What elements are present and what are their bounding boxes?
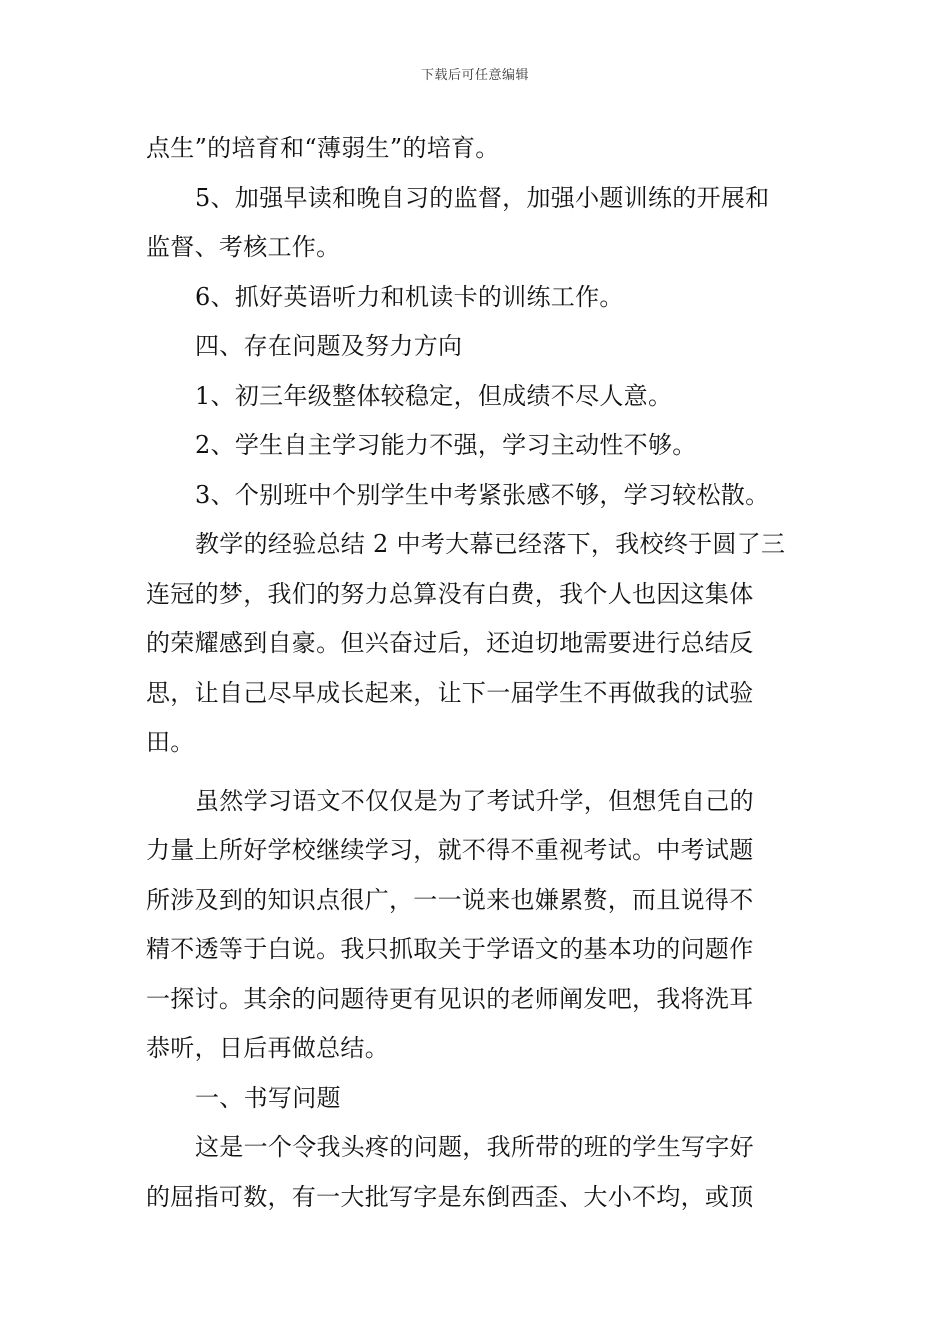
paragraph-line: 连冠的梦，我们的努力总算没有白费，我个人也因这集体 — [146, 579, 754, 608]
paragraph-line: 这是一个令我头疼的问题，我所带的班的学生写字好 — [195, 1133, 754, 1161]
section-heading: 四、存在问题及努力方向 — [195, 332, 463, 360]
paragraph-line: 的荣耀感到自豪。但兴奋过后，还迫切地需要进行总结反 — [146, 629, 754, 657]
paragraph-line: 的屈指可数，有一大批写字是东倒西歪、大小不均，或顶 — [146, 1182, 754, 1211]
paragraph-line: 点生”的培育和“薄弱生”的培育。 — [146, 134, 500, 162]
paragraph-line: 思，让自己尽早成长起来，让下一届学生不再做我的试验 — [146, 678, 754, 707]
paragraph-line: 5、加强早读和晚自习的监督，加强小题训练的开展和 — [195, 183, 770, 212]
paragraph-line: 监督、考核工作。 — [146, 233, 341, 261]
paragraph-line: 田。 — [146, 728, 195, 756]
paragraph-line: 1、初三年级整体较稳定，但成绩不尽人意。 — [195, 381, 673, 410]
paragraph-line: 一探讨。其余的问题待更有见识的老师阐发吧，我将洗耳 — [146, 984, 754, 1013]
paragraph-line: 教学的经验总结 2 中考大幕已经落下，我校终于圆了三 — [195, 530, 786, 558]
section-heading: 一、书写问题 — [195, 1083, 341, 1112]
paragraph-line: 恭听，日后再做总结。 — [146, 1034, 389, 1062]
paragraph-line: 3、个别班中个别学生中考紧张感不够，学习较松散。 — [195, 480, 770, 509]
paragraph-line: 精不透等于白说。我只抓取关于学语文的基本功的问题作 — [146, 935, 754, 963]
paragraph-line: 6、抓好英语听力和机读卡的训练工作。 — [195, 282, 624, 311]
paragraph-line: 力量上所好学校继续学习，就不得不重视考试。中考试题 — [146, 836, 754, 864]
paragraph-line: 所涉及到的知识点很广，一一说来也嫌累赘，而且说得不 — [146, 885, 754, 914]
paragraph-line: 2、学生自主学习能力不强，学习主动性不够。 — [195, 431, 697, 459]
document-body — [146, 124, 810, 1222]
paragraph-line: 虽然学习语文不仅仅是为了考试升学，但想凭自己的 — [195, 786, 754, 815]
page-header: 下载后可任意编辑 — [420, 68, 529, 83]
